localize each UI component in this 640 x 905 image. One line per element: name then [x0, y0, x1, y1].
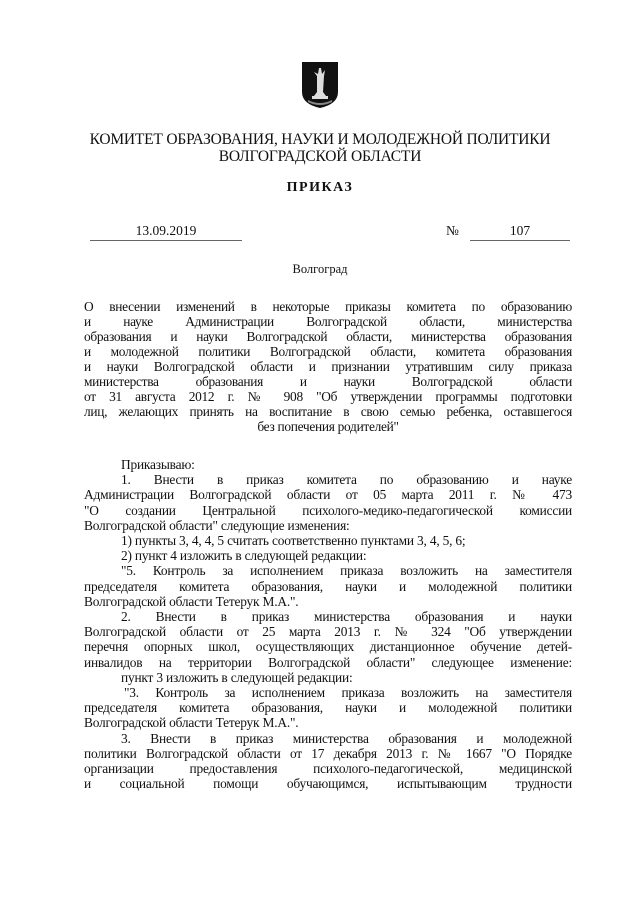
- order-subject: [84, 299, 572, 434]
- body-line: 1) пункты 3, 4, 4, 5 считать соответственно пунктами 3, 4, 5, 6;: [121, 533, 466, 549]
- subject-line: лиц, желающих принять на воспитание в свою семью ребенка, оставшегося: [84, 404, 572, 419]
- body-line: Приказываю:: [121, 457, 195, 472]
- order-number: 107: [509, 223, 531, 238]
- body-line: 2. Внести в приказ министерства образования и науки: [121, 609, 572, 625]
- subject-line: и молодежной политики Волгоградской области, комитета образования: [84, 344, 572, 359]
- body-line: Волгоградской области Тетерук М.А.".: [84, 715, 299, 731]
- subject-line: без попечения родителей": [257, 419, 399, 434]
- body-line: Волгоградской области от 25 марта 2013 г. № 324 "Об утверждении: [84, 624, 572, 640]
- organization-name-line-2: ВОЛГОГРАДСКОЙ ОБЛАСТИ: [218, 148, 422, 165]
- body-line: Волгоградской области" следующие изменения:: [84, 517, 350, 533]
- body-line: перечня опорных школ, осуществляющих дистанционное обучение детей-: [84, 639, 572, 655]
- organization-name-line-1: КОМИТЕТ ОБРАЗОВАНИЯ, НАУКИ И МОЛОДЕЖНОЙ ПОЛИТИКИ: [89, 131, 551, 148]
- body-line: "О создании Центральной психолого-медико-педагогической комиссии: [84, 502, 572, 518]
- body-line: 2) пункт 4 изложить в следующей редакции:: [121, 548, 367, 564]
- subject-line: О внесении изменений в некоторые приказы комитета по образованию: [84, 299, 572, 314]
- order-date: 13.09.2019: [135, 223, 197, 238]
- date-underline: [90, 240, 242, 241]
- body-line: председателя комитета образования, науки и молодежной политики: [84, 578, 572, 594]
- order-body: [84, 457, 572, 791]
- body-line: 3. Внести в приказ министерства образования и молодежной: [121, 730, 572, 746]
- body-line: Волгоградской области Тетерук М.А.".: [84, 593, 299, 609]
- body-line: 1. Внести в приказ комитета по образованию и науке: [121, 472, 572, 488]
- number-sign: №: [446, 223, 459, 238]
- body-line: Администрации Волгоградской области от 05 марта 2011 г. № 473: [84, 487, 572, 503]
- volgograd-coat-of-arms-icon: [302, 62, 338, 108]
- body-line: инвалидов на территории Волгоградской области" следующее изменение:: [84, 654, 572, 670]
- body-line: "5. Контроль за исполнением приказа возложить на заместителя: [121, 563, 572, 579]
- body-line: "3. Контроль за исполнением приказа возложить на заместителя: [124, 685, 572, 701]
- subject-line: от 31 августа 2012 г. № 908 "Об утверждении программы подготовки: [84, 389, 572, 404]
- subject-line: министерства образования и науки Волгоградской области: [84, 374, 572, 389]
- number-underline: [470, 240, 570, 241]
- body-line: и социальной помощи обучающимся, испытывающим трудности: [84, 776, 572, 792]
- subject-line: и науки Волгоградской области и признании утратившим силу приказа: [84, 359, 572, 374]
- city-name: Волгоград: [292, 262, 348, 276]
- subject-line: образования и науки Волгоградской области, министерства образования: [84, 329, 572, 344]
- document-type-title: ПРИКАЗ: [286, 180, 354, 195]
- body-line: политики Волгоградской области от 17 декабря 2013 г. № 1667 "О Порядке: [84, 745, 572, 761]
- body-line: председателя комитета образования, науки и молодежной политики: [84, 700, 572, 716]
- subject-line: и науке Администрации Волгоградской области, министерства: [84, 314, 572, 329]
- body-line: организации предоставления психолого-педагогической, медицинской: [84, 761, 572, 777]
- body-line: пункт 3 изложить в следующей редакции:: [121, 669, 353, 685]
